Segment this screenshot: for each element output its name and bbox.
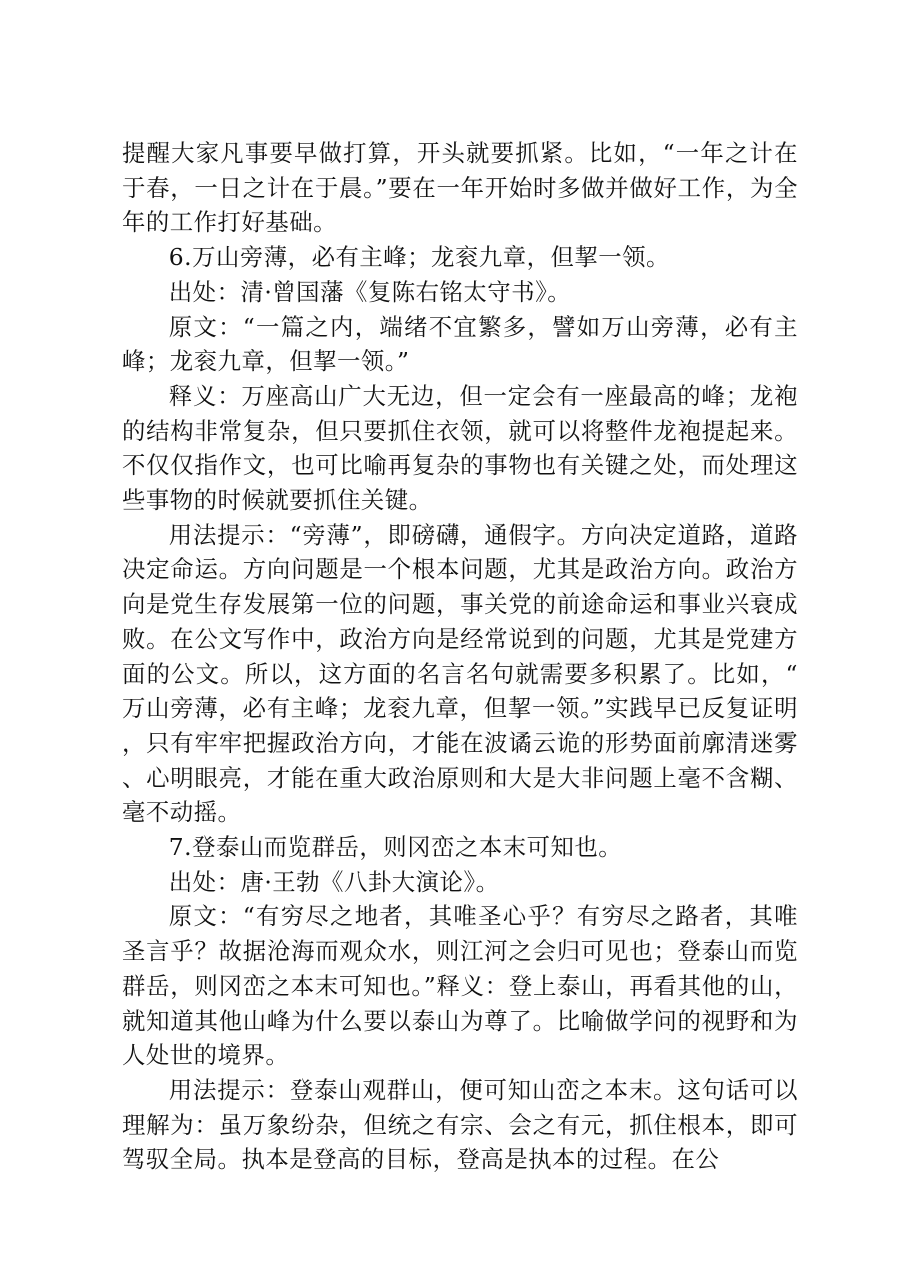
original-text-7: 原文：“有穷尽之地者，其唯圣心乎？有穷尽之路者，其唯圣言乎？故据沧海而观众水，则江河之会归可见也；登泰山而览群岳，则冈峦之本末可知也。”释义：登上泰山，再看其他的山，就知道其他山峰为什么要以泰山为尊了。比喻做学问的视野和为人处世的境界。: [122, 902, 798, 1070]
source-line-6: 出处：清·曾国藩《复陈右铭太守书》。: [168, 277, 572, 306]
interpretation-6: 释义：万座高山广大无边，但一定会有一座最高的峰；龙袍的结构非常复杂，但只要抓住衣领，就可以将整件龙袍提起来。不仅仅指作文，也可比喻再复杂的事物也有关键之处，而处理这些事物的时候就要抓住关键。: [122, 381, 798, 515]
usage-tip-7: 用法提示：登泰山观群山，便可知山峦之本末。这句话可以理解为：虽万象纷杂，但统之有宗、会之有元，抓住根本，即可驾驭全局。执本是登高的目标，登高是执本的过程。在公: [122, 1075, 798, 1174]
document-body: [122, 136, 798, 1177]
original-text-6: 原文：“一篇之内，端绪不宜繁多，譬如万山旁薄，必有主峰；龙衮九章，但挈一领。”: [122, 312, 798, 376]
usage-tip-6: 用法提示：“旁薄”，即磅礴，通假字。方向决定道路，道路决定命运。方向问题是一个根本问题，尤其是政治方向。政治方向是党生存发展第一位的问题，事关党的前途命运和事业兴衰成败。在公文写作中，政治方向是经常说到的问题，尤其是党建方面的公文。所以，这方面的名言名句就需要多积累了。比如，“万山旁薄，必有主峰；龙衮九章，但挈一领。”实践早已反复证明，只有牢牢把握政治方向，才能在波谲云诡的形势面前廓清迷雾、心明眼亮，才能在重大政治原则和大是大非问题上毫不含糊、毫不动摇。: [122, 520, 798, 827]
quote-heading-7: 7.登泰山而览群岳，则冈峦之本末可知也。: [168, 833, 623, 862]
source-line-7: 出处：唐·王勃《八卦大演论》。: [168, 867, 500, 896]
quote-heading-6: 6.万山旁薄，必有主峰；龙衮九章，但挈一领。: [168, 243, 670, 272]
paragraph-continuation: 提醒大家凡事要早做打算，开头就要抓紧。比如，“一年之计在于春，一日之计在于晨。”要在一年开始时多做并做好工作，为全年的工作打好基础。: [122, 139, 798, 237]
